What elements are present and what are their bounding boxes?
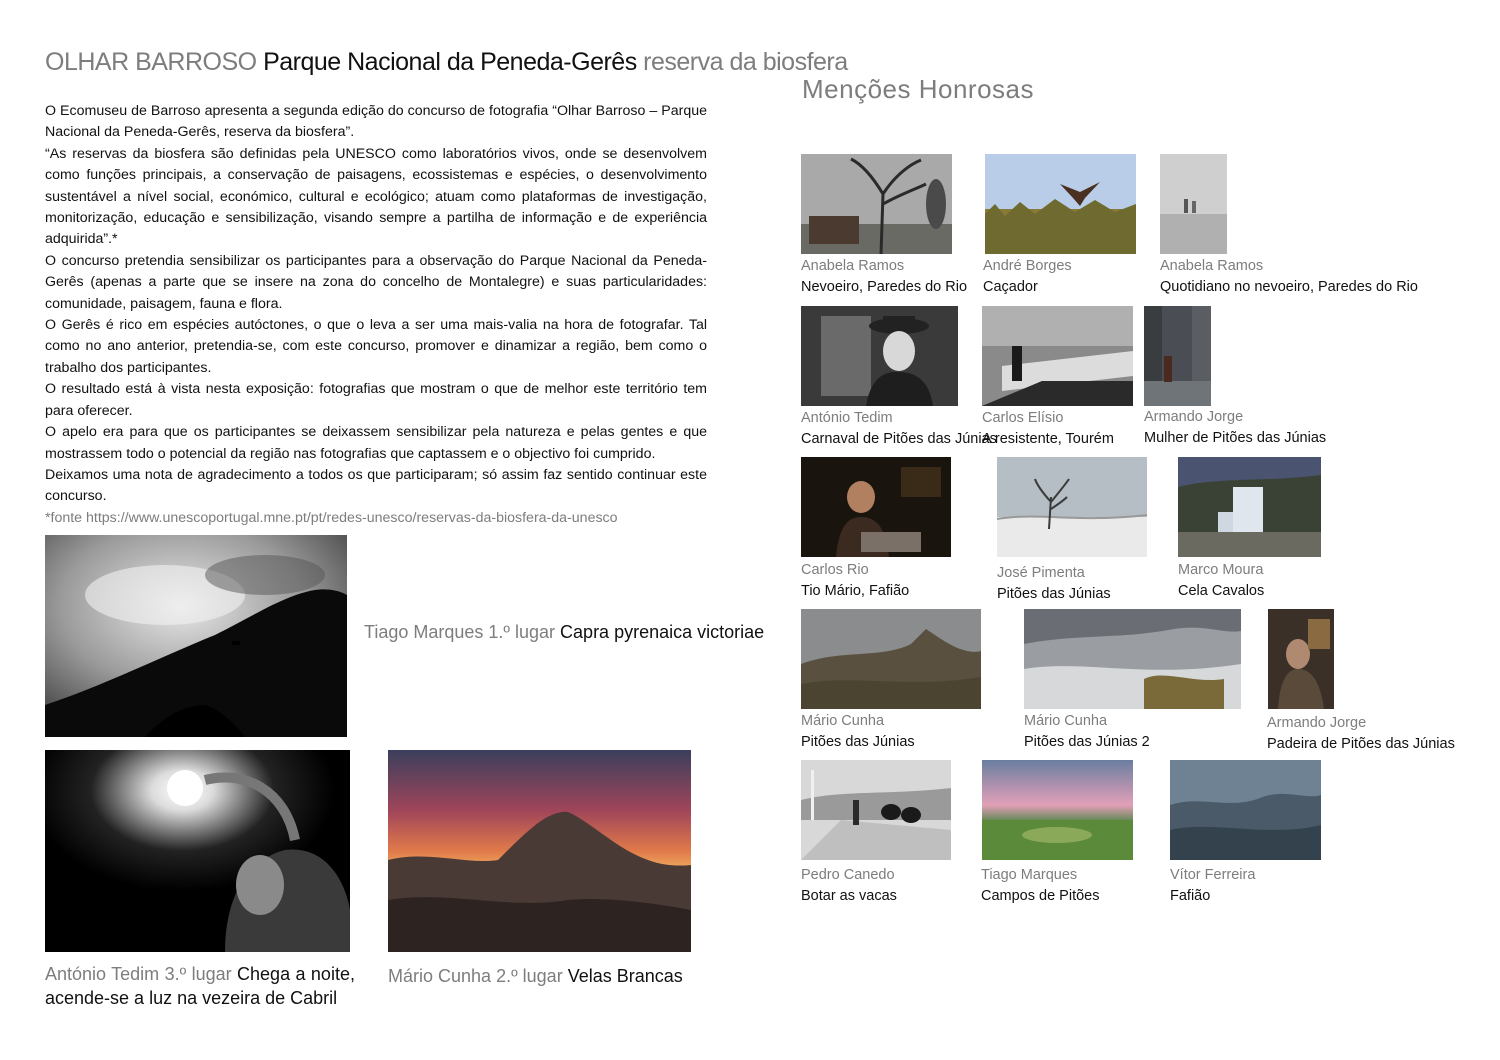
hm-title: Pitões das Júnias <box>801 734 915 750</box>
winner-place: 2.º lugar <box>496 966 563 986</box>
hm-author: Pedro Canedo <box>801 867 895 883</box>
hm-author: Armando Jorge <box>1144 409 1244 425</box>
intro-paragraph: O resultado está à vista nesta exposição: fotografias que mostram o que de melhor este território tem para oferecer. <box>45 381 707 419</box>
hm-photo-12 <box>1268 609 1334 709</box>
intro-paragraph: O Ecomuseu de Barroso apresenta a segunda edição do concurso de fotografia “Olhar Barroso – Parque Nacional da Peneda-Gerês, reserva da biosfera”. <box>45 103 707 141</box>
hm-title: Padeira de Pitões das Júnias <box>1267 736 1455 752</box>
intro-paragraph: O apelo era para que os participantes se deixassem sensibilizar pela natureza e pelas gentes e que mostrassem todo o potencial da região nas fotografias que captassem e o objectivo foi cumprido. <box>45 424 707 462</box>
hm-author: Mário Cunha <box>1024 713 1108 729</box>
hm-author: André Borges <box>983 258 1072 274</box>
winner-title-line1: Chega a noite, <box>237 964 355 984</box>
hm-author: José Pimenta <box>997 565 1085 581</box>
source-note: *fonte https://www.unescoportugal.mne.pt/pt/redes-unesco/reservas-da-biosfera-da-unesco <box>45 509 618 526</box>
hm-title: Pitões das Júnias 2 <box>1024 734 1150 750</box>
caption-second-place <box>388 964 683 988</box>
title-biosphere: reserva da biosfera <box>643 48 848 76</box>
hm-title: Pitões das Júnias <box>997 586 1111 602</box>
hm-title: Tio Mário, Fafião <box>801 583 910 599</box>
winner-author: António Tedim <box>45 964 160 984</box>
hm-photo-4 <box>801 306 958 406</box>
hm-title: Botar as vacas <box>801 888 897 904</box>
hm-photo-13 <box>801 760 951 860</box>
hm-photo-8 <box>997 457 1147 557</box>
winner-place: 1.º lugar <box>488 622 556 642</box>
hm-photo-14 <box>982 760 1133 860</box>
hm-photo-9 <box>1178 457 1321 557</box>
hm-title: Cela Cavalos <box>1178 583 1265 599</box>
hm-photo-5 <box>982 306 1133 406</box>
intro-paragraph: Deixamos uma nota de agradecimento a todos os que participaram; só assim faz sentido continuar este concurso. <box>45 466 707 505</box>
photo-first-place <box>45 535 347 737</box>
hm-photo-6 <box>1144 306 1211 406</box>
hm-title: Caçador <box>983 279 1038 295</box>
hm-title: Campos de Pitões <box>981 888 1100 904</box>
hm-title: A resistente, Tourém <box>982 431 1114 447</box>
hm-title: Mulher de Pitões das Júnias <box>1144 430 1327 446</box>
hm-photo-1 <box>801 154 952 254</box>
winner-author: Mário Cunha <box>388 966 492 986</box>
hm-photo-7 <box>801 457 951 557</box>
hm-photo-10 <box>801 609 981 709</box>
hm-author: Mário Cunha <box>801 713 885 729</box>
hm-photo-11 <box>1024 609 1241 709</box>
winner-author: Tiago Marques <box>364 622 484 642</box>
caption-first-place <box>364 620 765 644</box>
hm-author: Armando Jorge <box>1267 715 1367 731</box>
hm-title: Carnaval de Pitões das Júnias <box>801 431 997 447</box>
winner-title: Capra pyrenaica victoriae <box>560 622 765 642</box>
winner-title: Velas Brancas <box>567 966 683 986</box>
caption-third-place <box>45 962 355 1010</box>
winner-place: 3.º lugar <box>164 964 232 984</box>
hm-author: Anabela Ramos <box>801 258 905 274</box>
page-title <box>45 48 848 77</box>
winner-title-line2: acende-se a luz na vezeira de Cabril <box>45 988 338 1008</box>
hm-photo-2 <box>985 154 1136 254</box>
photo-third-place <box>45 750 350 952</box>
hm-author: Marco Moura <box>1178 562 1264 578</box>
hm-author: Carlos Elísio <box>982 410 1064 426</box>
hm-author: Vítor Ferreira <box>1170 867 1256 883</box>
hm-author: Tiago Marques <box>981 867 1078 883</box>
intro-paragraph: O Gerês é rico em espécies autóctones, o que o leva a ser uma mais-valia na hora de fotografar. Tal como no ano anterior, pretendia-se, com este concurso, promover e dinamizar a região, bem como o trabalho dos participantes. <box>45 317 707 376</box>
photo-second-place <box>388 750 691 952</box>
hm-title: Nevoeiro, Paredes do Rio <box>801 279 968 295</box>
hm-title: Fafião <box>1170 888 1211 904</box>
hm-author: Carlos Rio <box>801 562 869 578</box>
intro-paragraph: O concurso pretendia sensibilizar os participantes para a observação do Parque Nacional da Peneda-Gerês (apenas a parte que se insere na zona do concelho de Montalegre) e suas particularidades: comunidade, paisagem, fauna e flora. <box>45 252 707 312</box>
hm-author: António Tedim <box>801 410 893 426</box>
hm-photo-15 <box>1170 760 1321 860</box>
hm-author: Anabela Ramos <box>1160 258 1264 274</box>
title-park: Parque Nacional da Peneda-Gerês <box>263 48 637 76</box>
hm-photo-3 <box>1160 154 1227 254</box>
title-brand: OLHAR BARROSO <box>45 48 257 76</box>
honorable-mentions-heading: Menções Honrosas <box>802 74 1034 104</box>
intro-text <box>45 101 707 529</box>
intro-paragraph: “As reservas da biosfera são definidas pela UNESCO como laboratórios vivos, onde se desenvolvem como funções principais, a conservação de paisagens, ecossistemas e espécies, o desenvolvimento sustentável a nível social, económico, cultural e ecológico; atuam como plataformas de investigação, monitorização, educação e sensibilização, visando sempre a partilha de informação e de experiência adquirida”.* <box>45 145 707 248</box>
hm-title: Quotidiano no nevoeiro, Paredes do Rio <box>1160 279 1418 295</box>
